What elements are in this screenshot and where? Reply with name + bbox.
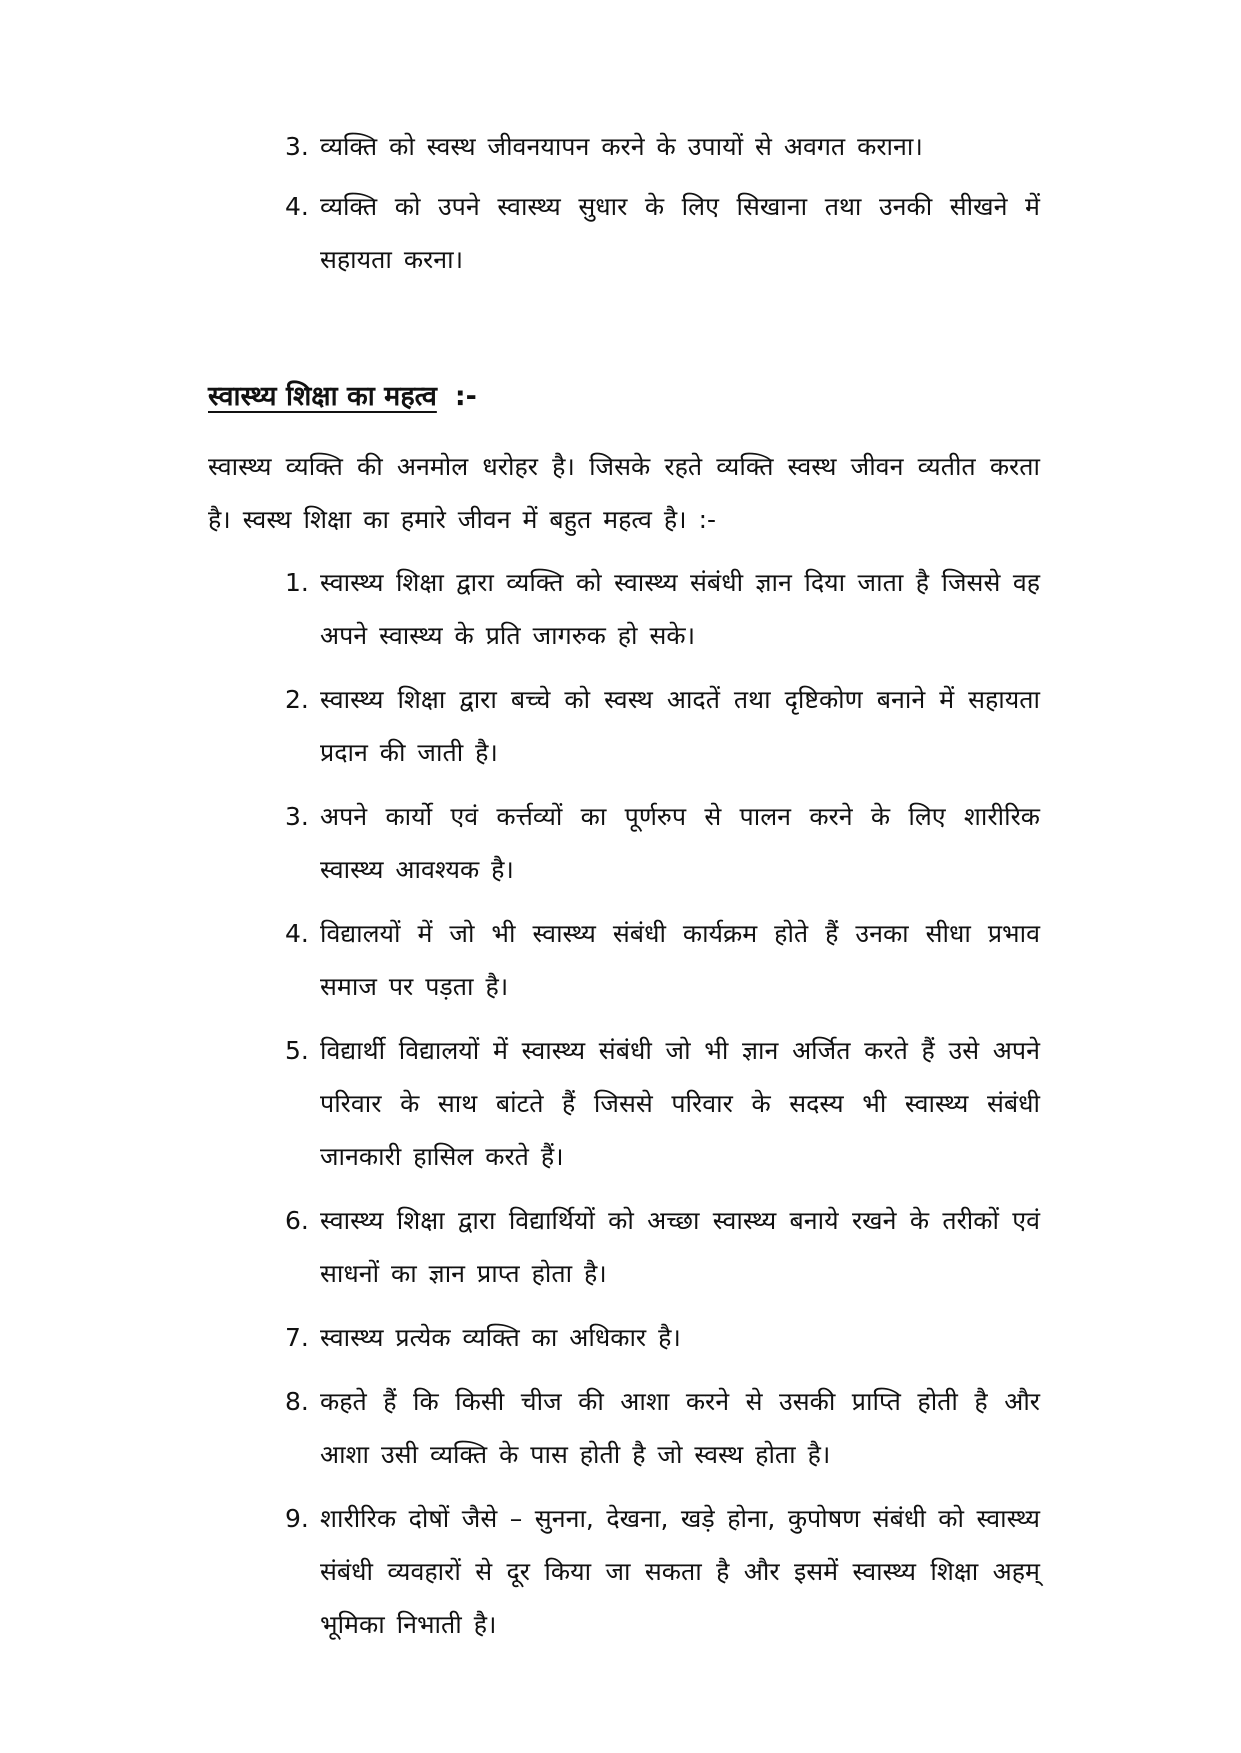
list-item-number: 5. — [285, 1036, 309, 1065]
list-item-text: शारीरिक दोषों जैसे – सुनना, देखना, खड़े होना, कुपोषण संबंधी को स्वास्थ्य संबंधी व्यवहारों से दूर किया जा सकता है और इसमें स्वास्थ्य शिक्षा अहम् भूमिका निभाती है। — [320, 1504, 1040, 1639]
list-item-number: 9. — [285, 1504, 309, 1533]
importance-list — [285, 556, 1040, 1662]
list-item-number: 6. — [285, 1206, 309, 1235]
list-item-text: स्वास्थ्य शिक्षा द्वारा बच्चे को स्वस्थ आदतें तथा दृष्टिकोण बनाने में सहायता प्रदान की जाती है। — [320, 685, 1040, 767]
list-item-text: विद्यार्थी विद्यालयों में स्वास्थ्य संबंधी जो भी ज्ञान अर्जित करते हैं उसे अपने परिवार के साथ बांटते हैं जिससे परिवार के सदस्य भी स्वास्थ्य संबंधी जानकारी हासिल करते हैं। — [320, 1036, 1040, 1171]
list-item-text: अपने कार्यो एवं कर्त्तव्यों का पूर्णरुप से पालन करने के लिए शारीरिक स्वास्थ्य आवश्यक है। — [320, 802, 1040, 884]
section-heading — [208, 372, 477, 422]
list-item — [285, 1311, 1040, 1364]
list-item — [285, 1375, 1040, 1481]
list-item — [285, 1024, 1040, 1183]
list-item-text: विद्यालयों में जो भी स्वास्थ्य संबंधी कार्यक्रम होते हैं उनका सीधा प्रभाव समाज पर पड़ता है। — [320, 919, 1040, 1001]
list-item-number: 7. — [285, 1323, 309, 1352]
list-item-number: 3. — [285, 132, 309, 161]
list-item-text: व्यक्ति को स्वस्थ जीवनयापन करने के उपायों से अवगत कराना। — [320, 132, 923, 161]
list-item — [285, 1194, 1040, 1300]
list-item-text: कहते हैं कि किसी चीज की आशा करने से उसकी प्राप्ति होती है और आशा उसी व्यक्ति के पास होती है जो स्वस्थ होता है। — [320, 1387, 1040, 1469]
list-item — [285, 120, 1040, 173]
list-item — [285, 180, 1040, 286]
list-item-text: स्वास्थ्य प्रत्येक व्यक्ति का अधिकार है। — [320, 1323, 681, 1352]
list-item-text: स्वास्थ्य शिक्षा द्वारा विद्यार्थियों को अच्छा स्वास्थ्य बनाये रखने के तरीकों एवं साधनों का ज्ञान प्राप्त होता है। — [320, 1206, 1040, 1288]
section-heading-suffix: :- — [454, 381, 477, 412]
list-item — [285, 673, 1040, 779]
list-item — [285, 790, 1040, 896]
list-item-number: 2. — [285, 685, 309, 714]
list-item-text: स्वास्थ्य शिक्षा द्वारा व्यक्ति को स्वास्थ्य संबंधी ज्ञान दिया जाता है जिससे वह अपने स्वास्थ्य के प्रति जागरुक हो सके। — [320, 568, 1040, 650]
list-item-number: 1. — [285, 568, 309, 597]
section-paragraph: स्वास्थ्य व्यक्ति की अनमोल धरोहर है। जिसके रहते व्यक्ति स्वस्थ जीवन व्यतीत करता है। स्वस्थ शिक्षा का हमारे जीवन में बहुत महत्व है। :- — [208, 452, 1040, 534]
list-item-number: 3. — [285, 802, 309, 831]
list-item-text: व्यक्ति को उपने स्वास्थ्य सुधार के लिए सिखाना तथा उनकी सीखने में सहायता करना। — [320, 192, 1040, 274]
section-heading-text: स्वास्थ्य शिक्षा का महत्व — [208, 381, 437, 412]
list-item-number: 4. — [285, 192, 309, 221]
list-item-number: 8. — [285, 1387, 309, 1416]
intro-list — [285, 120, 1040, 293]
list-item — [285, 1492, 1040, 1651]
list-item-number: 4. — [285, 919, 309, 948]
list-item — [285, 556, 1040, 662]
list-item — [285, 907, 1040, 1013]
